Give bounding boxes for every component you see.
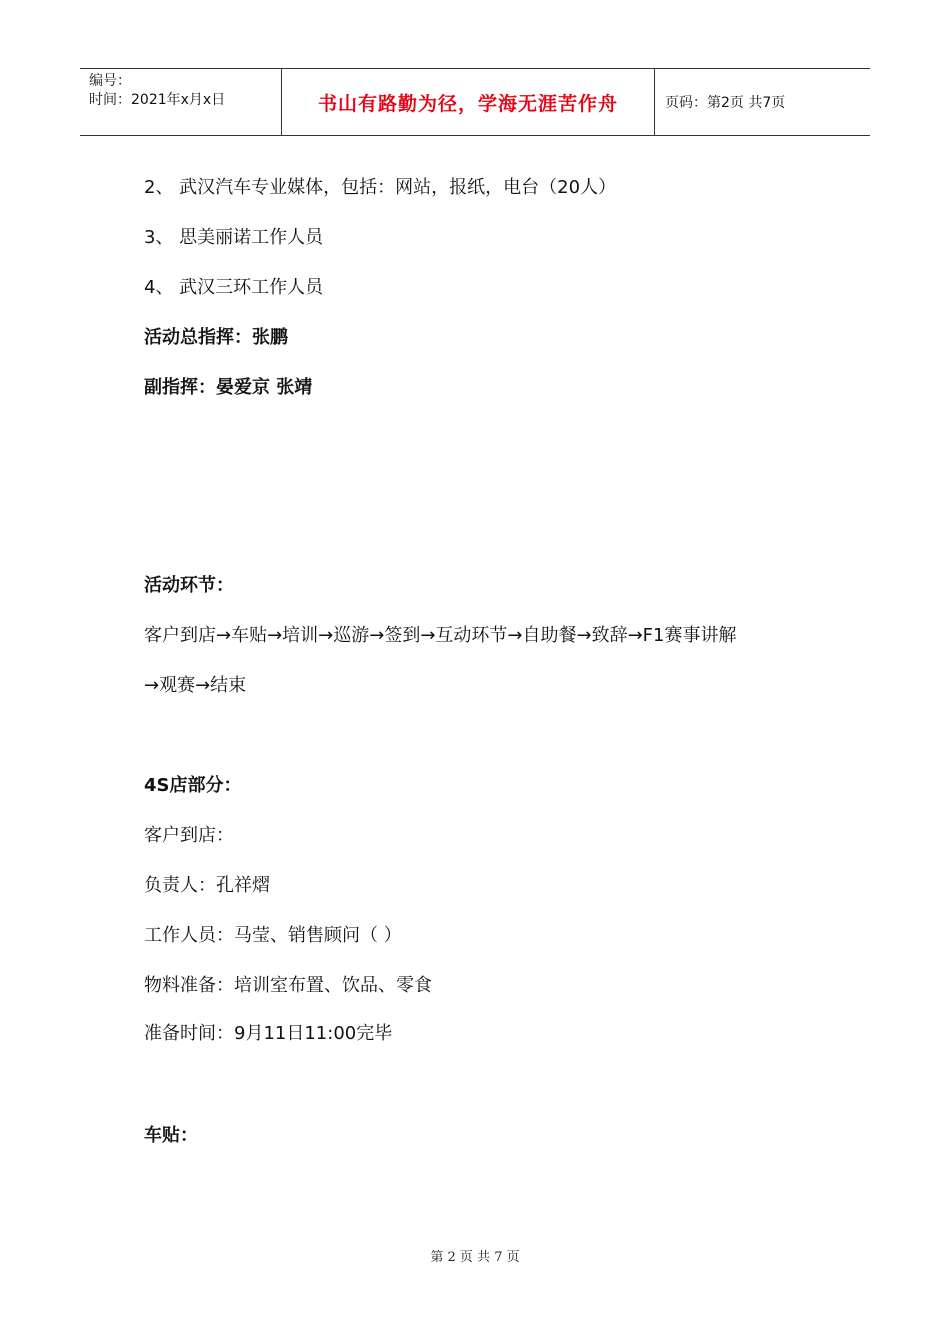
- chief-commander: 活动总指挥：张鹏: [144, 327, 288, 348]
- list-item-staff-simeilinuo: 3、 思美丽诺工作人员: [144, 227, 324, 248]
- subheading-customer-arrival: 客户到店：: [144, 825, 234, 846]
- preparation-time: 准备时间：9月11日11:00完毕: [144, 1023, 393, 1044]
- page-header: [80, 68, 870, 136]
- section-heading-4s-store: 4S店部分：: [144, 775, 242, 796]
- header-meta-cell: [80, 69, 282, 135]
- activity-flow-line-1: 客户到店→车贴→培训→巡游→签到→互动环节→自助餐→致辞→F1赛事讲解: [144, 625, 737, 646]
- activity-flow-line-2: →观赛→结束: [144, 675, 247, 696]
- header-page-cell: [655, 69, 870, 135]
- list-item-staff-sanhuan: 4、 武汉三环工作人员: [144, 277, 324, 298]
- section-heading-activity-flow: 活动环节：: [144, 575, 234, 596]
- material-preparation: 物料准备：培训室布置、饮品、零食: [144, 975, 432, 996]
- header-motto: 书山有路勤为径，学海无涯苦作舟: [317, 92, 618, 115]
- list-item-media: 2、 武汉汽车专业媒体，包括：网站，报纸，电台（20人）: [144, 177, 617, 198]
- page-footer: 第 2 页 共 7 页: [430, 1250, 520, 1265]
- document-date-label: 时间：2021年x月x日: [89, 92, 226, 108]
- header-page-info: 页码：第2页 共7页: [665, 95, 786, 111]
- section-heading-car-sticker: 车贴：: [144, 1125, 198, 1146]
- staff-list: 工作人员：马莹、销售顾问（ ）: [144, 925, 402, 946]
- document-number-label: 编号：: [89, 73, 131, 89]
- header-motto-cell: [282, 69, 655, 135]
- person-in-charge: 负责人：孔祥熠: [144, 875, 270, 896]
- deputy-commander: 副指挥：晏爱京 张靖: [144, 377, 313, 398]
